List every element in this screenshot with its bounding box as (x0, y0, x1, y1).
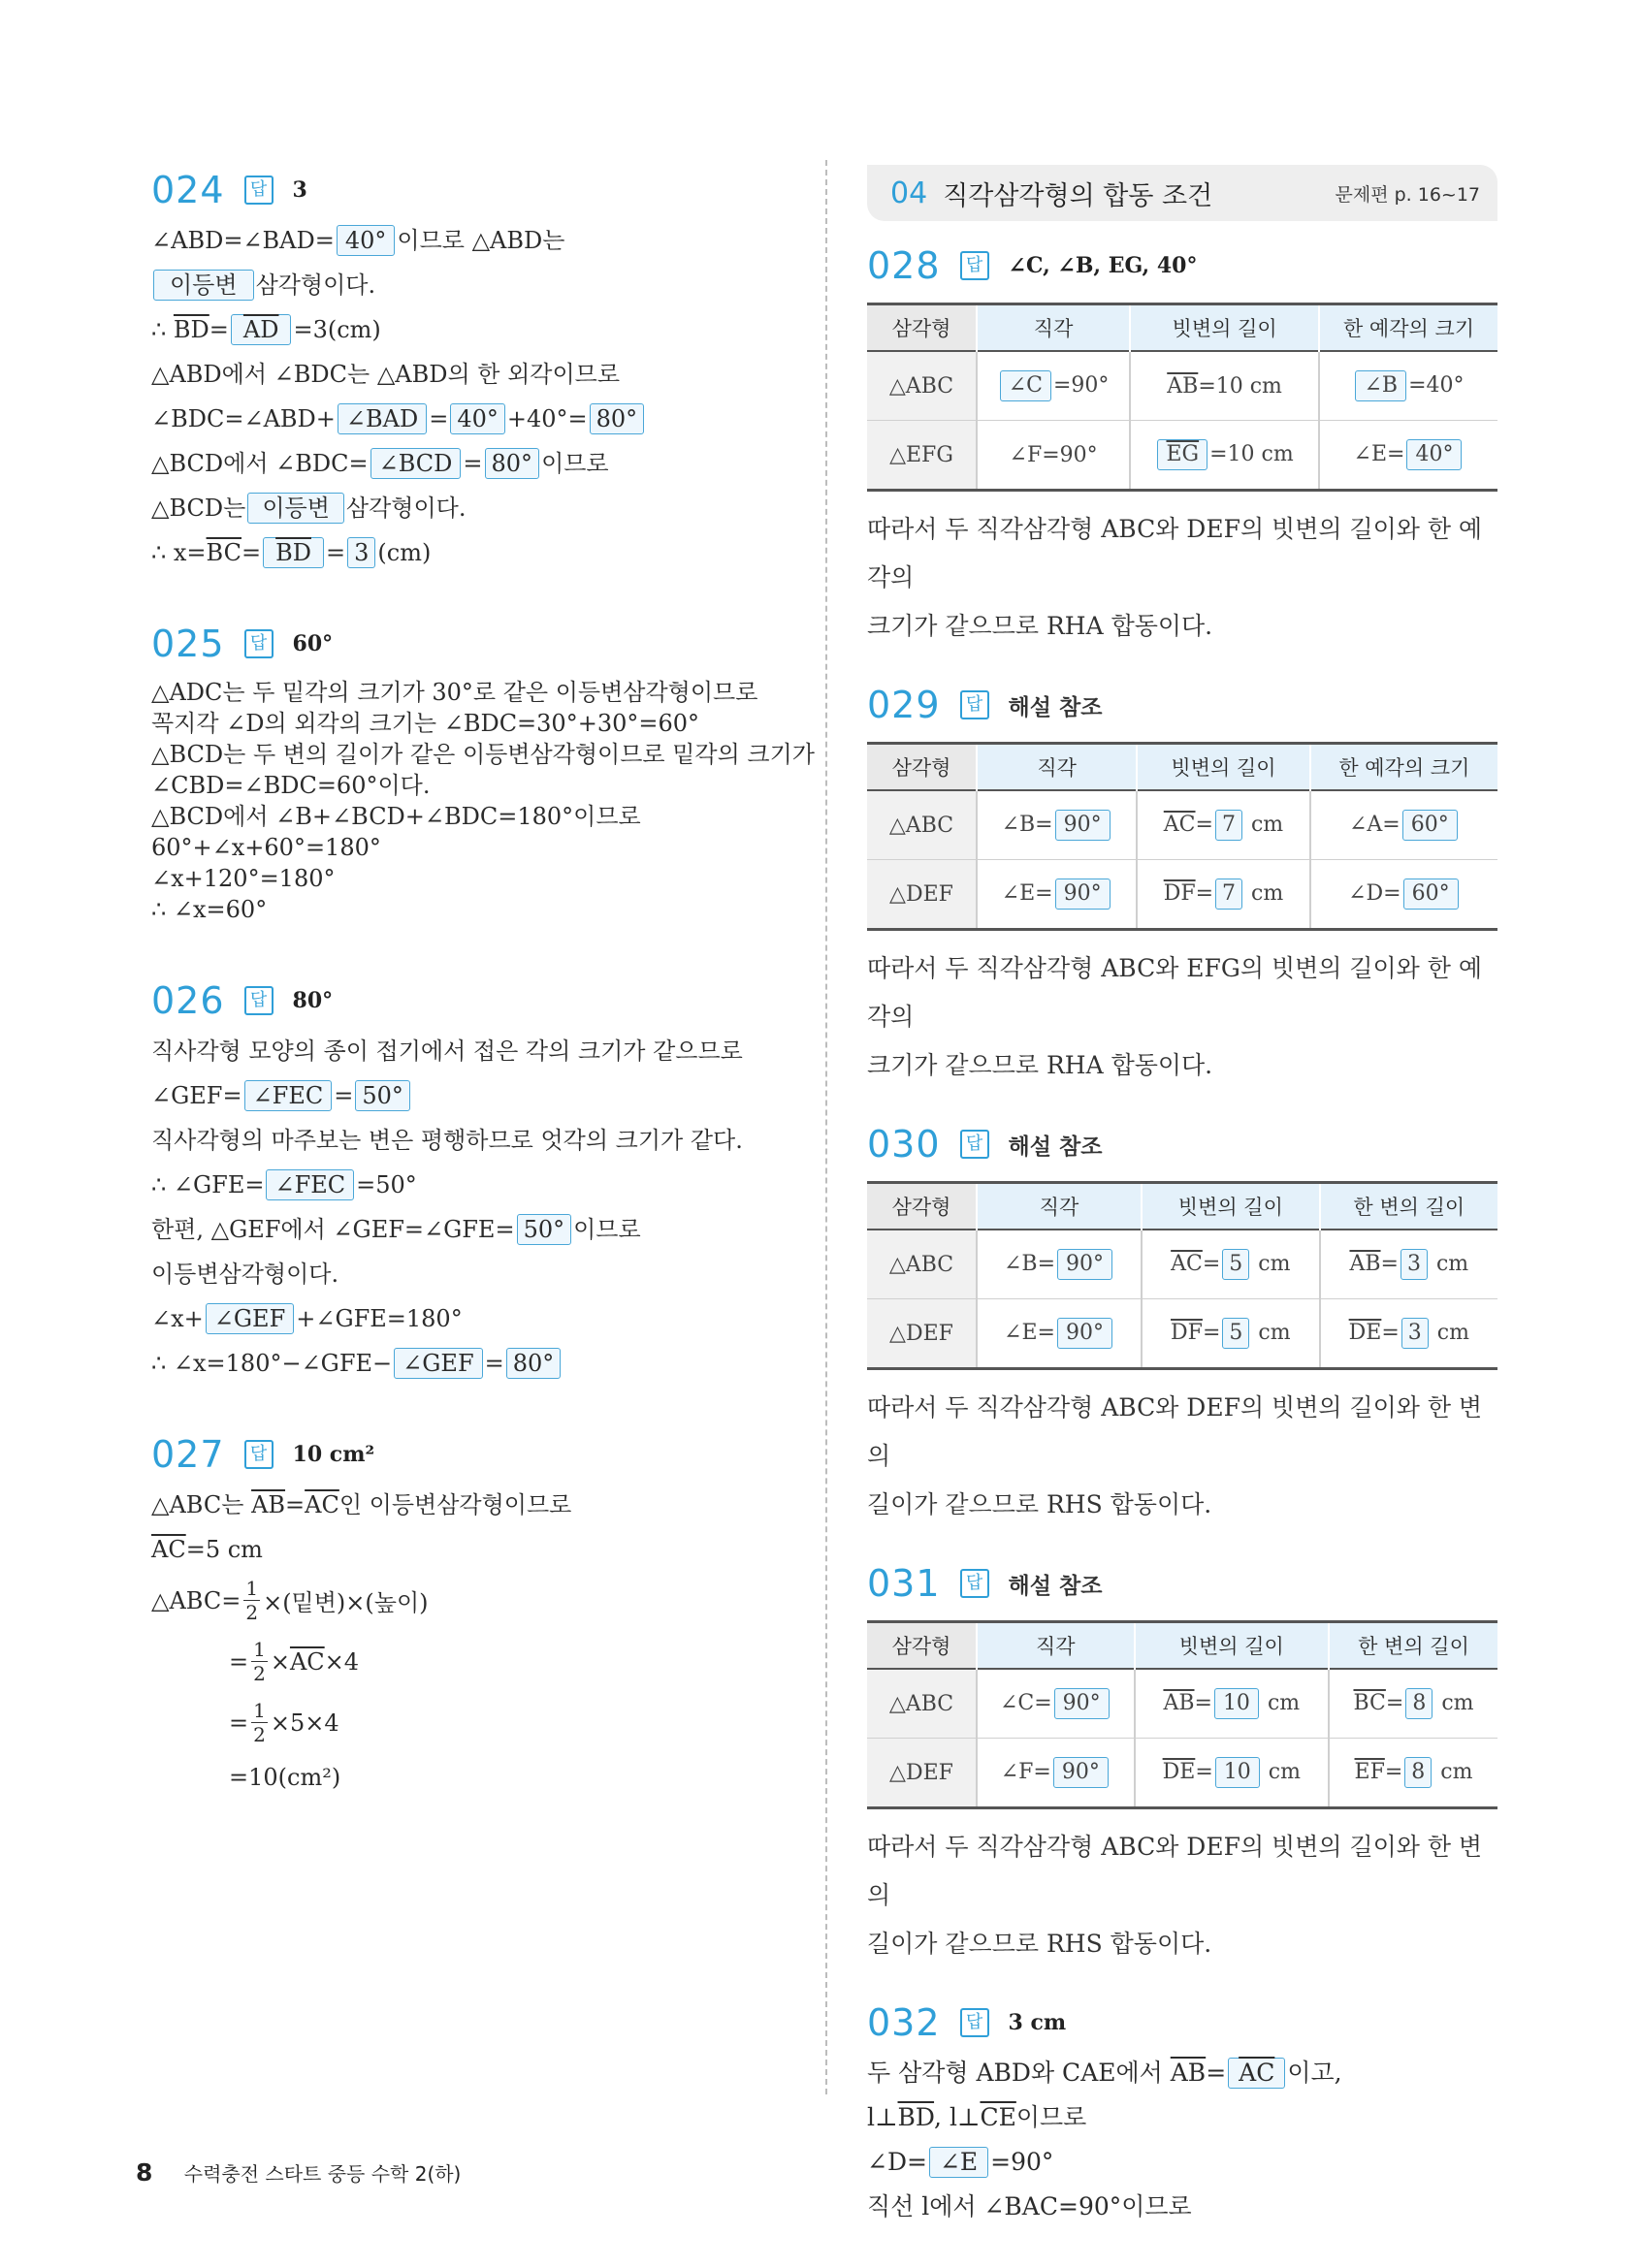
table-header: 빗변의 길이 (1142, 1183, 1320, 1230)
section-header (867, 165, 1497, 221)
solution-line: 이등변삼각형이다. (151, 1261, 339, 1288)
fill-box: 10 (1215, 1757, 1260, 1788)
problem-number: 031 (867, 1562, 941, 1605)
fill-box: 40° (450, 403, 505, 434)
table-header: 삼각형 (867, 1183, 977, 1230)
fill-box: ∠C (1000, 370, 1051, 401)
fill-box: 90° (1057, 1249, 1112, 1280)
answer-value: 60° (292, 631, 334, 656)
fill-box: 90° (1053, 1757, 1109, 1788)
solution-line: △ABD에서 ∠BDC는 △ABD의 한 외각이므로 (151, 361, 621, 388)
problem-030 (867, 1119, 1497, 1529)
fill-box: 5 (1222, 1318, 1249, 1349)
solution-line: 직사각형의 마주보는 변은 평행하므로 엇각의 크기가 같다. (151, 1127, 743, 1154)
fill-box: $\overline{EG}$ (1157, 439, 1207, 470)
fill-box: 3 (347, 537, 375, 568)
table-header: 한 예각의 크기 (1310, 744, 1497, 791)
fill-box: ∠GEF (206, 1303, 294, 1334)
fill-box: 80° (590, 403, 645, 434)
problem-025 (151, 619, 815, 925)
table-header: 삼각형 (867, 744, 977, 791)
fill-box: 40° (1406, 439, 1462, 470)
fill-box: 10 (1214, 1688, 1259, 1719)
page-footer (136, 2158, 461, 2187)
conclusion-text: 따라서 두 직각삼각형 ABC와 DEF의 빗변의 길이와 한 예각의 크기가 같으므로 RHA 합동이다. (867, 515, 1483, 640)
book-title: 수력충전 스타트 중등 수학 2(하) (183, 2162, 462, 2186)
solution-line: ∠x+120°=180° (151, 865, 336, 892)
solution-line: 꼭지각 ∠D의 외각의 크기는 ∠BDC=30°+30°=60° (151, 710, 700, 737)
table-header: 직각 (977, 304, 1130, 352)
problem-number: 030 (867, 1123, 941, 1166)
fill-box: 7 (1215, 878, 1242, 910)
column-divider (825, 160, 827, 2094)
fraction: $\frac{1}{2}$ (245, 1577, 259, 1624)
solution-line: 직사각형 모양의 종이 접기에서 접은 각의 크기가 같으므로 (151, 1038, 743, 1065)
problem-032 (867, 1997, 1497, 2222)
fraction: $\frac{1}{2}$ (253, 1638, 266, 1685)
problem-031 (867, 1558, 1497, 1968)
answer-value: 10 cm² (292, 1442, 375, 1467)
solution-line: ∴ $x=\overline{BC}= \overline{BD} = 3$ (cm) (151, 539, 432, 566)
answer-badge: 답 (960, 1130, 989, 1159)
fill-box: 90° (1057, 1318, 1112, 1349)
solution-table (867, 1620, 1497, 1809)
fill-box: ∠BAD (338, 403, 427, 434)
solution-line: 직선 l에서 ∠BAC=90°이므로 (867, 2192, 1192, 2220)
solution-line: ∴ ∠GFE= ∠FEC =50° (151, 1171, 417, 1198)
table-header: 직각 (977, 1622, 1135, 1670)
fill-box: 이등변 (247, 493, 344, 524)
problem-027 (151, 1429, 791, 1793)
solution-line: △ADC는 두 밑각의 크기가 30°로 같은 이등변삼각형이므로 (151, 679, 758, 706)
fill-box: 8 (1405, 1688, 1433, 1719)
solution-line: ∠BDC=∠ABD+ ∠BAD = 40° +40°= 80° (151, 403, 791, 434)
table-header: 한 예각의 크기 (1319, 304, 1497, 352)
solution-line: △BCD에서 ∠BDC= ∠BCD = 80° 이므로 (151, 450, 609, 477)
solution-table (867, 1181, 1497, 1370)
fill-box: 60° (1402, 810, 1458, 841)
table-header: 삼각형 (867, 304, 977, 352)
fill-box: 40° (337, 225, 396, 256)
page-number: 8 (136, 2158, 153, 2187)
solution-line: ∠CBD=∠BDC=60°이다. (151, 772, 431, 799)
conclusion-text: 따라서 두 직각삼각형 ABC와 DEF의 빗변의 길이와 한 변의 길이가 같으므로 RHS 합동이다. (867, 1393, 1483, 1518)
fill-box: 이등변 (153, 270, 254, 301)
table-header: 한 변의 길이 (1329, 1622, 1497, 1670)
answer-value: 해설 참조 (1008, 1134, 1103, 1160)
solution-line: △BCD는 두 변의 길이가 같은 이등변삼각형이므로 밑각의 크기가 (151, 741, 815, 768)
fill-box: ∠FEC (244, 1080, 333, 1111)
solution-line: ∠ABD=∠BAD= 40° 이므로 △ABD는 (151, 227, 565, 254)
fill-box: ∠E (929, 2147, 988, 2178)
table-header: 직각 (977, 744, 1137, 791)
answer-value: 3 (292, 177, 307, 203)
solution-line: △ABC= $\frac{1}{2}$ ×(밑변)×(높이) (151, 1577, 429, 1624)
problem-number: 029 (867, 684, 941, 726)
problem-028 (867, 240, 1497, 651)
fill-box: 60° (1403, 878, 1459, 910)
fill-box: 90° (1055, 810, 1111, 841)
table-row: △ABC ∠C =90° $\overline{AB}=10$ cm ∠B =40° (867, 351, 1497, 421)
fill-box: ∠B (1355, 370, 1406, 401)
table-row: △ABC ∠B= 90° $\overline{AC}= 5$ cm $\overline{AB}= 3$ cm (867, 1230, 1497, 1299)
section-title: 직각삼각형의 합동 조건 (943, 180, 1213, 211)
section-number: 04 (890, 176, 928, 210)
solution-line: ∴ ∠x=180°−∠GFE− ∠GEF = 80° (151, 1348, 791, 1379)
fill-box: $\overline{AD}$ (231, 314, 292, 345)
answer-value: 해설 참조 (1008, 1573, 1103, 1599)
left-column (151, 165, 815, 1806)
fill-box: 80° (506, 1348, 562, 1379)
fraction: $\frac{1}{2}$ (253, 1699, 266, 1746)
solution-line: =10(cm²) (229, 1764, 341, 1791)
fill-box: $\overline{AC}$ (1228, 2058, 1285, 2089)
answer-badge: 답 (960, 1569, 989, 1598)
problem-number: 026 (151, 979, 225, 1022)
fill-box: 90° (1055, 878, 1111, 910)
fill-box: 8 (1404, 1757, 1432, 1788)
table-row: △ABC ∠C= 90° $\overline{AB}= 10$ cm $\overline{BC}= 8$ cm (867, 1669, 1497, 1739)
answer-value: 80° (292, 988, 334, 1013)
answer-badge: 답 (244, 629, 274, 658)
solution-table (867, 303, 1497, 492)
solution-line: 한편, △GEF에서 ∠GEF=∠GFE= 50° 이므로 (151, 1216, 641, 1243)
table-row: △EFG ∠F=90° $\overline{EG} =10$ cm ∠E= 40° (867, 421, 1497, 491)
solution-line: △BCD는 이등변 삼각형이다. (151, 495, 467, 522)
conclusion-text: 따라서 두 직각삼각형 ABC와 EFG의 빗변의 길이와 한 예각의 크기가 같으므로 RHA 합동이다. (867, 954, 1483, 1079)
solution-table (867, 742, 1497, 931)
table-row: △ABC ∠B= 90° $\overline{AC}= 7$ cm ∠A= 60° (867, 790, 1497, 860)
problem-number: 027 (151, 1433, 225, 1476)
table-header: 빗변의 길이 (1137, 744, 1310, 791)
solution-line: 60°+∠x+60°=180° (151, 834, 381, 861)
table-header: 직각 (977, 1183, 1142, 1230)
answer-badge: 답 (960, 2008, 989, 2037)
problem-number: 032 (867, 2001, 941, 2044)
fill-box: 3 (1401, 1318, 1429, 1349)
answer-value: 3 cm (1008, 2010, 1067, 2035)
problem-number: 025 (151, 623, 225, 665)
answer-badge: 답 (960, 251, 989, 280)
table-header: 삼각형 (867, 1622, 977, 1670)
fill-box: 7 (1215, 810, 1242, 841)
fill-box: 50° (355, 1080, 410, 1111)
problem-024 (151, 165, 791, 568)
answer-value: ∠C, ∠B, EG, 40° (1008, 253, 1198, 278)
fill-box: 3 (1401, 1249, 1428, 1280)
fill-box: ∠GEF (394, 1348, 482, 1379)
fill-box: 90° (1054, 1688, 1110, 1719)
solution-line: ∠x+ ∠GEF +∠GFE=180° (151, 1305, 463, 1332)
answer-value: 해설 참조 (1008, 694, 1103, 720)
solution-line: = $\frac{1}{2}$ ×5×4 (229, 1699, 339, 1746)
solution-line: △BCD에서 ∠B+∠BCD+∠BDC=180°이므로 (151, 803, 641, 830)
table-header: 빗변의 길이 (1135, 1622, 1329, 1670)
solution-line: = $\frac{1}{2}$ × $\overline{AC}$ ×4 (229, 1638, 360, 1685)
solution-line: ∠GEF= ∠FEC = 50° (151, 1080, 791, 1111)
table-row: △DEF ∠F= 90° $\overline{DE}= 10$ cm $\overline{EF}= 8$ cm (867, 1739, 1497, 1808)
table-row: △DEF ∠E= 90° $\overline{DF}= 5$ cm $\overline{DE}= 3$ cm (867, 1299, 1497, 1369)
problem-029 (867, 680, 1497, 1090)
fill-box: ∠BCD (370, 448, 462, 479)
solution-line: $l\perp\overline{BD}$, $l\perp\overline{CE}$이므로 (867, 2103, 1087, 2131)
answer-badge: 답 (244, 176, 274, 205)
solution-line: 두 삼각형 ABD와 CAE에서 $\overline{AB}= \overline{AC}$ 이고, (867, 2059, 1342, 2087)
solution-line: 이등변 삼각형이다. (151, 270, 791, 301)
problem-number: 024 (151, 169, 225, 211)
conclusion-text: 따라서 두 직각삼각형 ABC와 DEF의 빗변의 길이와 한 변의 길이가 같으므로 RHS 합동이다. (867, 1833, 1483, 1958)
table-header: 한 변의 길이 (1320, 1183, 1497, 1230)
fill-box: ∠FEC (266, 1169, 354, 1200)
answer-badge: 답 (960, 690, 989, 719)
solution-line: ∴ $\overline{BD}= \overline{AD} =3(cm)$ (151, 316, 381, 343)
table-header: 빗변의 길이 (1130, 304, 1319, 352)
problem-number: 028 (867, 244, 941, 287)
answer-badge: 답 (244, 1440, 274, 1469)
fill-box: 5 (1222, 1249, 1249, 1280)
right-column (867, 165, 1497, 2236)
section-page-ref: 문제편 p. 16~17 (1335, 183, 1480, 206)
solution-line: △ABC는 $\overline{AB}=\overline{AC}$인 이등변삼각형이므로 (151, 1491, 572, 1518)
fill-box: 50° (517, 1214, 572, 1245)
table-row: △DEF ∠E= 90° $\overline{DF}= 7$ cm ∠D= 60° (867, 860, 1497, 930)
solution-line: $\overline{AC}=5$ cm (151, 1536, 263, 1563)
fill-box: 80° (485, 448, 540, 479)
solution-line: ∠D= ∠E =90° (867, 2148, 1054, 2176)
solution-line: ∴ ∠x=60° (151, 896, 268, 923)
fill-box: $\overline{BD}$ (263, 537, 324, 568)
answer-badge: 답 (244, 986, 274, 1015)
problem-026 (151, 975, 791, 1379)
